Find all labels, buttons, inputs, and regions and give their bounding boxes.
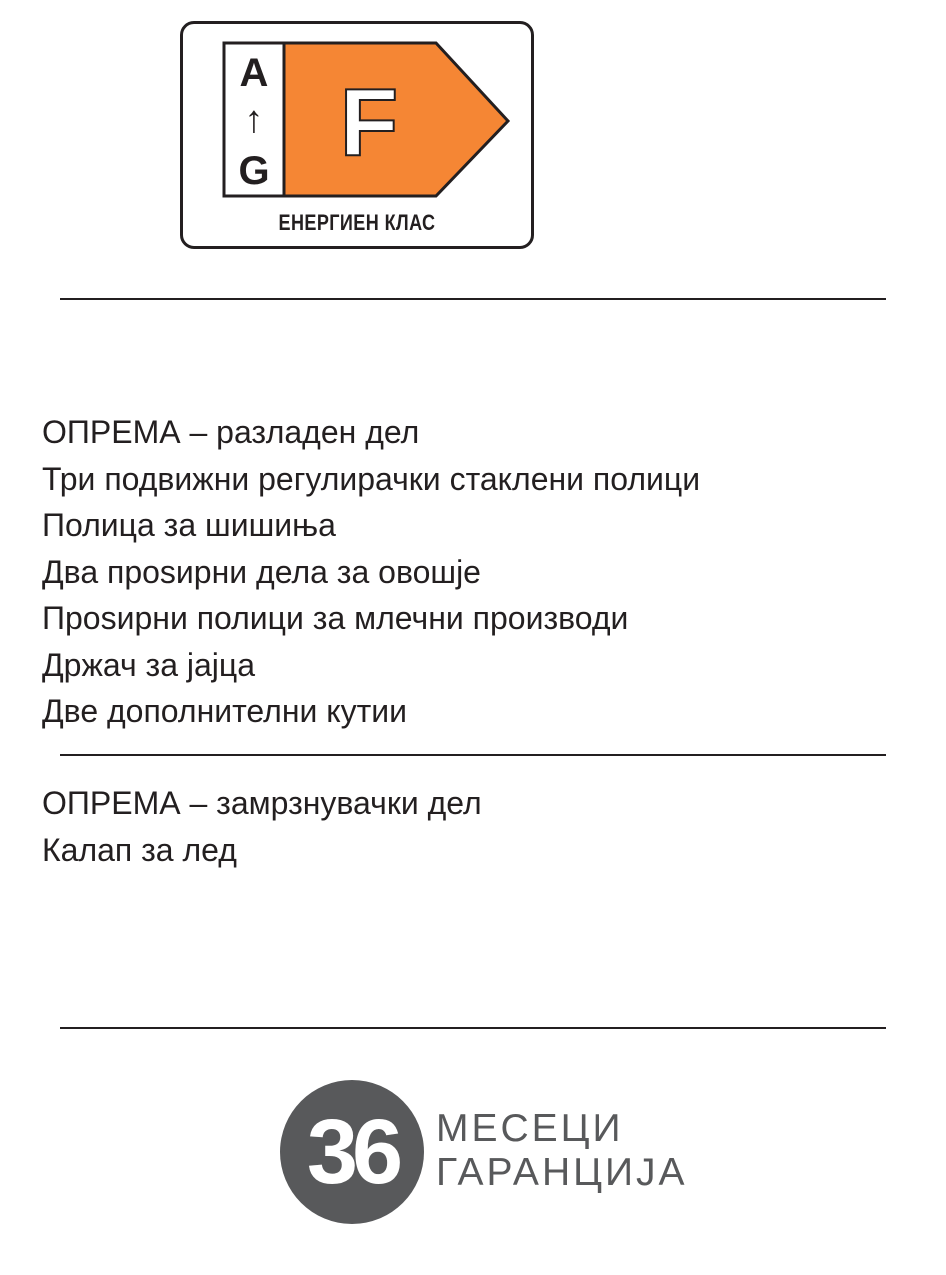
energy-scale-bottom: G <box>238 149 270 193</box>
list-item: Полица за шишиња <box>42 507 336 543</box>
energy-class-letter: F <box>339 69 399 176</box>
divider-top <box>60 298 886 300</box>
list-item: Калап за лед <box>42 831 237 868</box>
freezer-heading: ОПРЕМА – замрзнувачки дел <box>42 785 482 821</box>
freezer-features <box>42 780 482 873</box>
energy-class-caption: ЕНЕРГИЕН КЛАС <box>278 210 436 235</box>
list-item: Проѕирни полици за млечни производи <box>42 600 629 636</box>
energy-scale-arrow-icon: ↑ <box>244 99 264 141</box>
list-item: Држач за јајца <box>42 646 256 683</box>
divider-middle <box>60 754 886 756</box>
warranty-label: ГАРАНЦИЈА <box>436 1151 688 1194</box>
refrigerator-heading: ОПРЕМА – разладен дел <box>42 414 420 450</box>
list-item: Два проѕирни дела за овошје <box>42 553 481 590</box>
refrigerator-features <box>42 409 700 735</box>
energy-class-label <box>180 21 534 249</box>
energy-scale-top: A <box>239 51 269 95</box>
warranty-months-number: 36 <box>306 1101 398 1203</box>
warranty-months-label: МЕСЕЦИ <box>436 1107 624 1150</box>
list-item: Две дополнителни кутии <box>42 693 408 729</box>
list-item: Три подвижни регулирачки стаклени полици <box>42 460 701 497</box>
divider-bottom <box>60 1027 886 1029</box>
